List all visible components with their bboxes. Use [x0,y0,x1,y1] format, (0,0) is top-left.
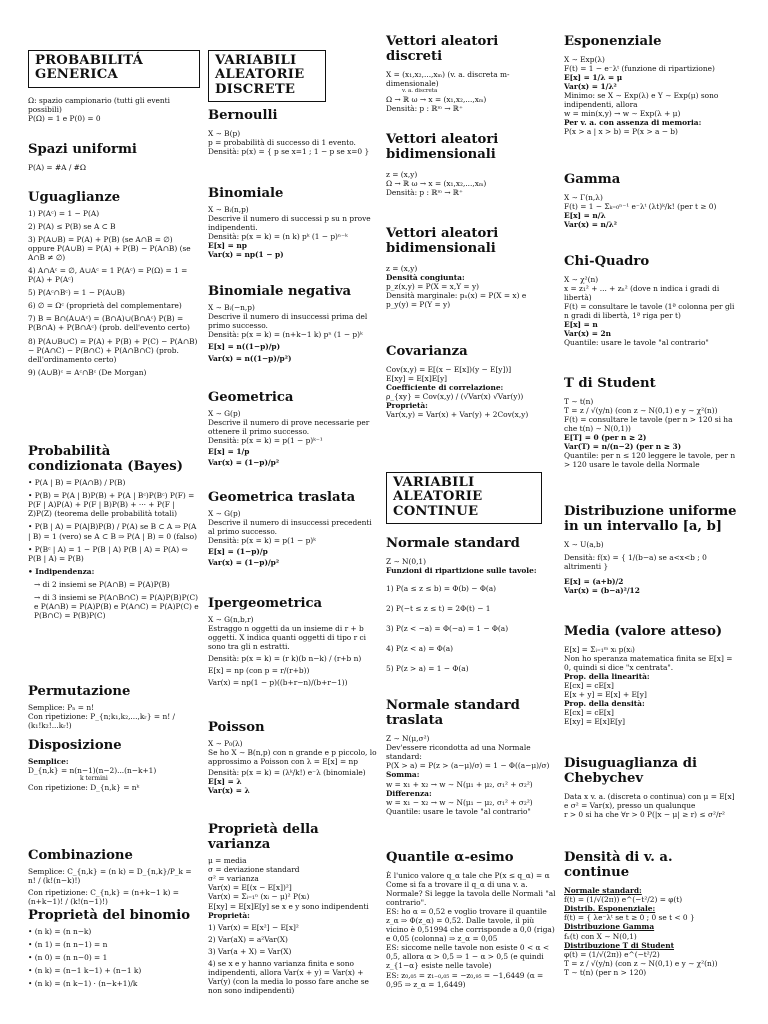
formula-line: Dev'essere ricondotta ad una Normale standard: [386,743,531,762]
bernoulli-section [208,108,378,156]
formula-line: 2) P(−t ≤ z ≤ t) = 2Φ(t) − 1 [386,604,491,614]
formula-line: μ = media [208,856,247,866]
permutazione-section [28,684,200,730]
section-title-box [28,50,200,88]
formula-line: Cov(x,y) = E[(x − E[x])(y − E[y])] [386,365,512,375]
gamma-section [564,172,740,229]
formula-label: Semplice: [28,757,69,767]
formula-line: E[x] = (a+b)/2 [564,577,624,587]
section-heading: Permutazione [28,684,131,699]
formula-line: z = (x,y) [386,264,418,274]
formula-line: φ(t) = (1/√(2π)) e^(−t²/2) [564,949,660,959]
formula-line: X ∼ B(p) [208,129,241,139]
formula-line: Densità: p(x = k) = (n k) pᵏ (1 − p)ⁿ⁻ᵏ [208,232,348,242]
formula-line: 3) P(z < −a) = Φ(−a) = 1 − Φ(a) [386,624,509,634]
binomio-list [28,927,200,988]
formula-line: Densità: p(x = k) = (r k)(b n−k) / (r+b n) [208,654,362,664]
formula-line: x = z₁² + ... + zₙ² (dove n indica i gradi di libertà) [564,284,720,303]
formula-line: Var(x) = (1−p)/p² [208,558,280,568]
formula-line: w = x₁ + x₂ → w ∼ N(μ₁ + μ₂, σ₁² + σ₂²) [386,779,533,789]
list-item: • Indipendenza: [28,566,95,576]
formula-line: X ∼ Γ(n,λ) [564,193,603,203]
spazi-section [28,142,200,172]
list-item: • P(B | A) = P(A|B)P(B) / P(A) se B ⊂ A ⇒ P(A | B) = 1 (vero) se A ⊂ B ⇒ P(A | B) = 0 (falso) [28,522,197,541]
disposizione-section [28,738,200,792]
normale-standard-section [386,536,558,673]
formula-line: E[x] = n/λ [564,211,606,221]
section-title: VARIABILI ALEATORIE CONTINUE [386,472,542,524]
formula-line: f(t) = { λe⁻λᵗ se t ≥ 0 ; 0 se t < 0 } [564,913,695,923]
underbrace-label: k termini [80,775,108,783]
formula-line: Con ripetizione: P_{n;k₁,k₂,...,kᵣ} = n! / (k₁!k₂!...kᵣ!) [28,712,176,731]
section-heading: Geometrica [208,390,294,405]
formula-line: X ∼ Bᵢ(−n,p) [208,303,255,313]
formula-line: X ∼ G(p) [208,509,241,519]
formula-line: X ∼ G(p) [208,409,241,419]
formula-line: P(X > a) = P(z > (a−μ)/σ) = 1 − Φ((a−μ)/σ) [386,761,550,771]
formula-label: Distribuzione Gamma [564,922,655,932]
binomiale-negativa-section [208,284,378,363]
formula-line: X ∼ χ²(n) [564,275,599,285]
vettori-bidimensionali-section-2 [386,226,558,310]
section-heading: Densità di v. a. continue [564,850,673,881]
formula-line: p_y(y) = P(Y = y) [386,300,451,310]
formula-line: E[x] = n [564,320,598,330]
formula-line: Var(T) = n/(n−2) (per n ≥ 3) [564,442,682,452]
formula-line: E[x] = Σᵢ₌₁ᵐ xᵢ p(xᵢ) [564,645,635,655]
formula-line: Funzioni di ripartizione sulle tavole: [386,566,537,576]
section-heading: Disposizione [28,738,122,753]
formula-line: Estraggo n oggetti da un insieme di r + b oggetti. X indica quanti oggetti di tipo r ci sono tra gli n estratti. [208,624,366,652]
binomio-section [28,908,200,992]
formula-line: E[xy] = E[x]E[y] se x e y sono indipendenti [208,901,369,911]
section-title: PROBABILITÁ GENERICA [28,50,200,88]
formula-line: E[x] = 1/p [208,447,250,457]
formula-line: Ω → ℝ ω → x = (x₁,x₂,...,xₘ) [386,179,487,189]
formula-line: F(t) = consultare le tavole (1ª colonna per gli n gradi di libertà, 1ª riga per t) [564,302,735,321]
formula-line: X ∼ G(n,b,r) [208,615,254,625]
densita-continue-section [564,850,740,977]
binomiale-section [208,186,378,259]
section-title-box [208,50,378,102]
formula-line: Coefficiente di correlazione: [386,383,504,393]
section-heading: Proprietà della varianza [208,822,319,853]
formula-line: X ∼ U(a,b) [564,540,604,550]
formula-line: E[x] = np (con p = r/(r+b)) [208,666,310,676]
section-heading: Disuguaglianza di Chebychev [564,756,698,787]
formula-line: E[xy] = E[x]E[y] [564,717,626,727]
formula-line: Proprietà: [386,401,428,411]
formula-line: E[cx] = cE[x] [564,681,614,691]
list-item: • (n 1) = (n n−1) = n [28,940,108,950]
formula-line: σ² = varianza [208,874,259,884]
formula-line: Descrive il numero di insuccessi precedenti al primo successo. [208,518,372,537]
formula-line: Var(x,y) = Var(x) + Var(y) + 2Cov(x,y) [386,410,529,420]
formula-line: Semplice: Pₙ = n! [28,703,95,713]
section-heading: Media (valore atteso) [564,624,723,639]
formula-line: Densità: p(x = k) = p(1 − p)ᵏ⁻¹ [208,436,323,446]
poisson-section [208,720,378,795]
list-item: • (n k) = (n−1 k−1) + (n−1 k) [28,966,142,976]
formula-line: Con ripetizione: C_{n,k} = (n+k−1 k) = (n+k−1)! / (k!(n−1)!) [28,888,179,907]
section-heading: Combinazione [28,848,133,863]
condizionata-list [28,478,200,619]
formula-line: Densità: p(x = k) = p(1 − p)ᵏ [208,536,316,546]
list-item: • P(Bᶜ | A) = 1 − P(B | A) P(B | A) = P(A) ⇔ P(B | A) = P(B) [28,544,188,563]
formula-line: Var(x) = 2n [564,329,611,339]
media-section [564,624,740,726]
formula-line: P(A) = #A / #Ω [28,163,87,173]
formula-line: 1) P(a ≤ z ≤ b) = Φ(b) − Φ(a) [386,584,497,594]
formula-line: T = z / √(y/n) (con z ∼ N(0,1) e y ∼ χ²(n)) [564,958,718,968]
list-item: 9) (A∪B)ᶜ = Aᶜ∩Bᶜ (De Morgan) [28,367,147,377]
formula-line: Z ∼ N(0,1) [386,557,427,567]
formula-line: fₓ(t) con X ∼ N(0,1) [564,931,637,941]
formula-line: 2) Var(aX) = a²Var(X) [208,934,288,944]
formula-line: f(t) = (1/√(2π)) e^(−t²/2) = φ(t) [564,895,683,905]
formula-line: Var(x) = (1−p)/p² [208,458,280,468]
section-heading: Binomiale negativa [208,284,352,299]
list-item: 7) B = B∩(A∪Aᶜ) = (B∩A)∪(B∩Aᶜ) P(B) = P(B∩A) + P(B∩Aᶜ) (prob. dell'evento certo) [28,314,190,333]
list-item: • (n 0) = (n n−0) = 1 [28,953,108,963]
normale-traslata-section [386,698,558,816]
section-heading: Spazi uniformi [28,142,137,157]
formula-line: σ = deviazione standard [208,865,300,875]
section-heading: Covarianza [386,344,468,359]
combinazione-section [28,848,200,906]
formula-line: p = probabilità di successo di 1 evento. [208,138,356,148]
formula-line: Semplice: C_{n,k} = (n k) = D_{n,k}/P_k = n! / (k!(n−k)!) [28,867,192,886]
formula-line: Prop. della densità: [564,699,645,709]
formula-line: r > 0 si ha che ∀r > 0 P(|x − μ| ≥ r) ≤ σ²/r² [564,810,725,820]
section-heading: Uguaglianze [28,190,121,205]
section-heading: Vettori aleatori discreti [386,34,499,65]
formula-line: D_{n,k} = n(n−1)(n−2)...(n−k+1) [28,766,157,776]
formula-line: Quantile: usare le tavole "al contrario" [564,338,709,348]
section-heading: Binomiale [208,186,284,201]
formula-line: Var(x) = λ [208,786,250,796]
formula-line: Prop. della linearità: [564,672,650,682]
vettori-discreti-section [386,34,558,113]
section-heading: Ipergeometrica [208,596,323,611]
formula-line: 5) P(z > a) = 1 − Φ(a) [386,664,469,674]
formula-line: E[x] = n((1−p)/p) [208,342,281,352]
formula-line: Proprietà: [208,910,250,920]
formula-line: E[T] = 0 (per n ≥ 2) [564,433,647,443]
formula-label: Distribuzione T di Student [564,940,675,950]
formula-line: Var(x) = n((1−p)/p²) [208,354,292,364]
list-item: 5) P(Aᶜ∩Bᶜ) = 1 − P(A∪B) [28,288,125,298]
section-heading: Normale standard [386,536,520,551]
formula-line: Descrive il numero di prove necessarie per ottenere il primo successo. [208,418,370,437]
list-item: 2) P(A) ≤ P(B) se A ⊂ B [28,222,116,232]
formula-line: w = min(x,y) → w ∼ Exp(λ + μ) [564,109,681,119]
formula-line: Descrive il numero di successi p su n prove indipendenti. [208,214,371,233]
formula-line: Con ripetizione: D_{n,k} = nᵏ [28,782,140,792]
section-heading: Proprietà del binomio [28,908,191,923]
intro-block [28,96,200,123]
formula-line: Densità: p(x = k) = (λᵏ/k!) e⁻λ (binomiale) [208,768,366,778]
section-heading: Bernoulli [208,108,278,123]
formula-line: Densità: p : ℝᵐ → ℝ⁺ [386,104,463,114]
section-heading: Gamma [564,172,621,187]
intro-line: P(Ω) = 1 e P(0) = 0 [28,114,101,124]
formula-line: Quantile: usare le tavole "al contrario" [386,806,531,816]
formula-line: ES: z₀,₀₅ = z₁₋₀,₀₅ = −z₀,₉₅ = −1,6449 (α = 0,95 ⇒ z_α = 1,6449) [386,970,544,989]
uguaglianze-list [28,209,200,376]
formula-line: Ω → ℝ ω → x = (x₁,x₂,...,xₘ) [386,95,487,105]
formula-line: Var(x) = np(1 − p)((b+r−n)/(b+r−1)) [208,678,348,688]
list-item: • (n k) = (n n−k) [28,927,92,937]
uguaglianze-section [28,190,200,381]
formula-line: 4) P(z < a) = Φ(a) [386,644,453,654]
section-heading: Esponenziale [564,34,662,49]
section-heading: Distribuzione uniforme in un intervallo [a, b] [564,504,737,535]
condizionata-section [28,444,200,624]
formula-line: Minimo: se X ∼ Exp(λ) e Y ∼ Exp(μ) sono indipendenti, allora [564,91,719,110]
formula-line: E[cx] = cE[x] [564,708,614,718]
formula-line: E[xy] = E[x]E[y] [386,374,448,384]
uniforme-section [564,504,740,596]
section-heading: Vettori aleatori bidimensionali [386,132,499,163]
formula-line: Densità: f(x) = { 1/(b−a) se a<x<b ; 0 altrimenti } [564,553,707,572]
quantile-section [386,850,558,989]
list-item: 1) P(Aᶜ) = 1 − P(A) [28,209,100,219]
formula-line: E[x] = λ [208,777,242,787]
formula-line: F(t) = 1 − Σₖ₌₀ⁿ⁻¹ e⁻λᵗ (λt)ᵏ/k! (per t ≥ 0) [564,202,717,212]
list-item: 4) A∩Aᶜ = ∅, A∪Aᶜ = 1 P(Aᶜ) = P(Ω) = 1 = P(A) + P(Aᶜ) [28,266,188,285]
formula-line: È l'unico valore q_α tale che P(x ≤ q_α) = α [386,871,550,881]
section-heading: Geometrica traslata [208,490,356,505]
formula-line: Come si fa a trovare il q_α di una v. a. Normale? Si legge la tavola delle Normali "al contrario". [386,880,556,908]
formula-line: T = z / √(y/n) (con z ∼ N(0,1) e y ∼ χ²(n)) [564,406,718,416]
list-item: → di 2 insiemi se P(A∩B) = P(A)P(B) [34,579,170,589]
formula-line: E[x + y] = E[x] + E[y] [564,690,647,700]
formula-line: ES: ho α = 0,52 e voglio trovare il quantile z_α ⇒ Φ(z_α) = 0,52. Dalle tavole, il più vicino è 0,51994 che corrisponde a 0,0 (riga) e 0,05 (colonna) ⇒ z_α = 0,05 [386,907,555,944]
formula-line: Descrive il numero di insuccessi prima del primo successo. [208,312,368,331]
section-title-box [386,472,558,524]
formula-line: 1) Var(x) = E[x²] − E[x]² [208,922,299,932]
covarianza-section [386,344,558,419]
chi-quadro-section [564,254,740,347]
formula-label: Normale standard: [564,886,642,896]
section-heading: Poisson [208,720,265,735]
formula-line: ES: siccome nelle tavole non esiste 0 < α < 0,5, allora α > 0,5 ⇒ 1 − α > 0,5 (e quindi z_{1−α} esiste nelle tavole) [386,943,550,971]
formula-line: z = (x,y) [386,170,418,180]
section-heading: Normale standard traslata [386,698,520,729]
formula-line: Densità marginale: pₓ(x) = P(X = x) e [386,291,527,301]
section-heading: Quantile α-esimo [386,850,514,865]
section-heading: Vettori aleatori bidimensionali [386,226,499,257]
formula-line: Differenza: [386,788,432,798]
formula-line: Quantile: per n ≤ 120 leggere le tavole, per n > 120 usare le tavole della Normale [564,451,736,470]
section-heading: Probabilità condizionata (Bayes) [28,444,183,475]
formula-line: X ∼ P₀(λ) [208,739,243,749]
formula-line: 4) se x e y hanno varianza finita e sono indipendenti, allora Var(x + y) = Var(x) + Var(y) (con la media lo posso fare anche se non sono indipendenti) [208,958,369,995]
formula-line: p_z(x,y) = P(X = x,Y = y) [386,282,480,292]
section-heading: Chi-Quadro [564,254,650,269]
geometrica-traslata-section [208,490,378,567]
formula-line: Se ho X ∼ B(n,p) con n grande e p piccolo, lo approssimo a Poisson con λ = E[x] = np [208,748,377,767]
formula-line: Per v. a. con assenza di memoria: [564,118,702,128]
t-student-section [564,376,740,469]
list-item: • P(A | B) = P(A∩B) / P(B) [28,478,126,488]
list-item: 3) P(A∪B) = P(A) + P(B) (se A∩B = ∅) oppure P(A∪B) = P(A) + P(B) − P(A∩B) (se A∩B ≠ ∅) [28,235,191,263]
formula-line: T ∼ t(n) [564,397,594,407]
formula-line: Var(x) = 1/λ² [564,82,617,92]
section-heading: T di Student [564,376,656,391]
formula-line: ρ_{xy} = Cov(x,y) / (√Var(x) √Var(y)) [386,392,524,402]
formula-line: F(t) = consultare le tavole (per n > 120 si ha che t(n) ∼ N(0,1)) [564,415,733,434]
formula-label: Distrib. Esponenziale: [564,904,656,914]
formula-line: Data x v. a. (discreta o continua) con μ = E[x] e σ² = Var(x), presso un qualunque [564,792,735,811]
list-item: • P(B) = P(A | B)P(B) + P(A | Bᶜ)P(Bᶜ) P(F) = P(F | A)P(A) + P(F | B)P(B) + ··· + P(F | Z)P(Z) (teorema delle probabilità totali) [28,491,195,519]
underbrace-label: v. a. discreta [402,88,438,95]
chebychev-section [564,756,740,819]
formula-line: Somma: [386,770,420,780]
formula-line: Var(x) = n/λ² [564,220,617,230]
formula-line: Var(x) = Σᵢ₌₁ⁿ (xᵢ − μ)² P(xᵢ) [208,892,310,902]
formula-line: w = x₁ − x₂ → w ∼ N(μ₁ − μ₂, σ₁² + σ₂²) [386,797,533,807]
formula-line: Densità congiunta: [386,273,465,283]
list-item: → di 3 insiemi se P(A∩B∩C) = P(A)P(B)P(C) e P(A∩B) = P(A)P(B) e P(A∩C) = P(A)P(C) e P(B∩C) = P(B)P(C) [34,592,199,620]
formula-line: X = (x₁,x₂,...,xₘ) (v. a. discreta m-dimensionale) [386,70,510,89]
formula-line: T ∼ t(n) (per n > 120) [564,967,647,977]
formula-line: E[x] = np [208,241,247,251]
formula-line: E[x] = (1−p)/p [208,547,268,557]
formula-line: Var(x) = E[(x − E[x])²] [208,883,292,893]
esponenziale-section [564,34,740,136]
formula-line: Z ∼ N(μ,σ²) [386,734,430,744]
formula-line: Densità: p : ℝᵐ → ℝ⁺ [386,188,463,198]
list-item: 8) P(A∪B∪C) = P(A) + P(B) + P(C) − P(A∩B) − P(A∩C) − P(B∩C) + P(A∩B∩C) (prob. dell'ordinamento certo) [28,336,198,364]
proprieta-varianza-section [208,822,378,995]
formula-line: X ∼ Exp(λ) [564,55,605,65]
list-item: 6) ∅ = Ωᶜ (proprietà del complementare) [28,301,182,311]
formula-line: Var(x) = (b−a)²/12 [564,586,640,596]
formula-line: Var(x) = np(1 − p) [208,250,284,260]
formula-line: Densità: p(x = k) = (n+k−1 k) pⁿ (1 − p)ᵏ [208,330,363,340]
formula-line: P(x > a | x > b) = P(x > a − b) [564,127,678,137]
geometrica-section [208,390,378,467]
formula-line: Densità: p(x) = { p se x=1 ; 1 − p se x=0 } [208,147,370,157]
formula-line: E[x] = 1/λ = μ [564,73,623,83]
intro-line: Ω: spazio campionario (tutti gli eventi possibili) [28,96,171,115]
formula-line: Non ho speranza matematica finita se E[x] = 0, quindi si dice "x centrata". [564,654,733,673]
formula-line: X ∼ Bᵢ(n,p) [208,205,249,215]
formula-line: 3) Var(a + X) = Var(X) [208,946,292,956]
section-title: VARIABILI ALEATORIE DISCRETE [208,50,326,102]
list-item: • (n k) = (n k−1) · (n−k+1)/k [28,979,138,989]
ipergeometrica-section [208,596,378,687]
formula-line: F(t) = 1 − e⁻λᵗ (funzione di ripartizione) [564,64,715,74]
vettori-bidimensionali-section-1 [386,132,558,197]
